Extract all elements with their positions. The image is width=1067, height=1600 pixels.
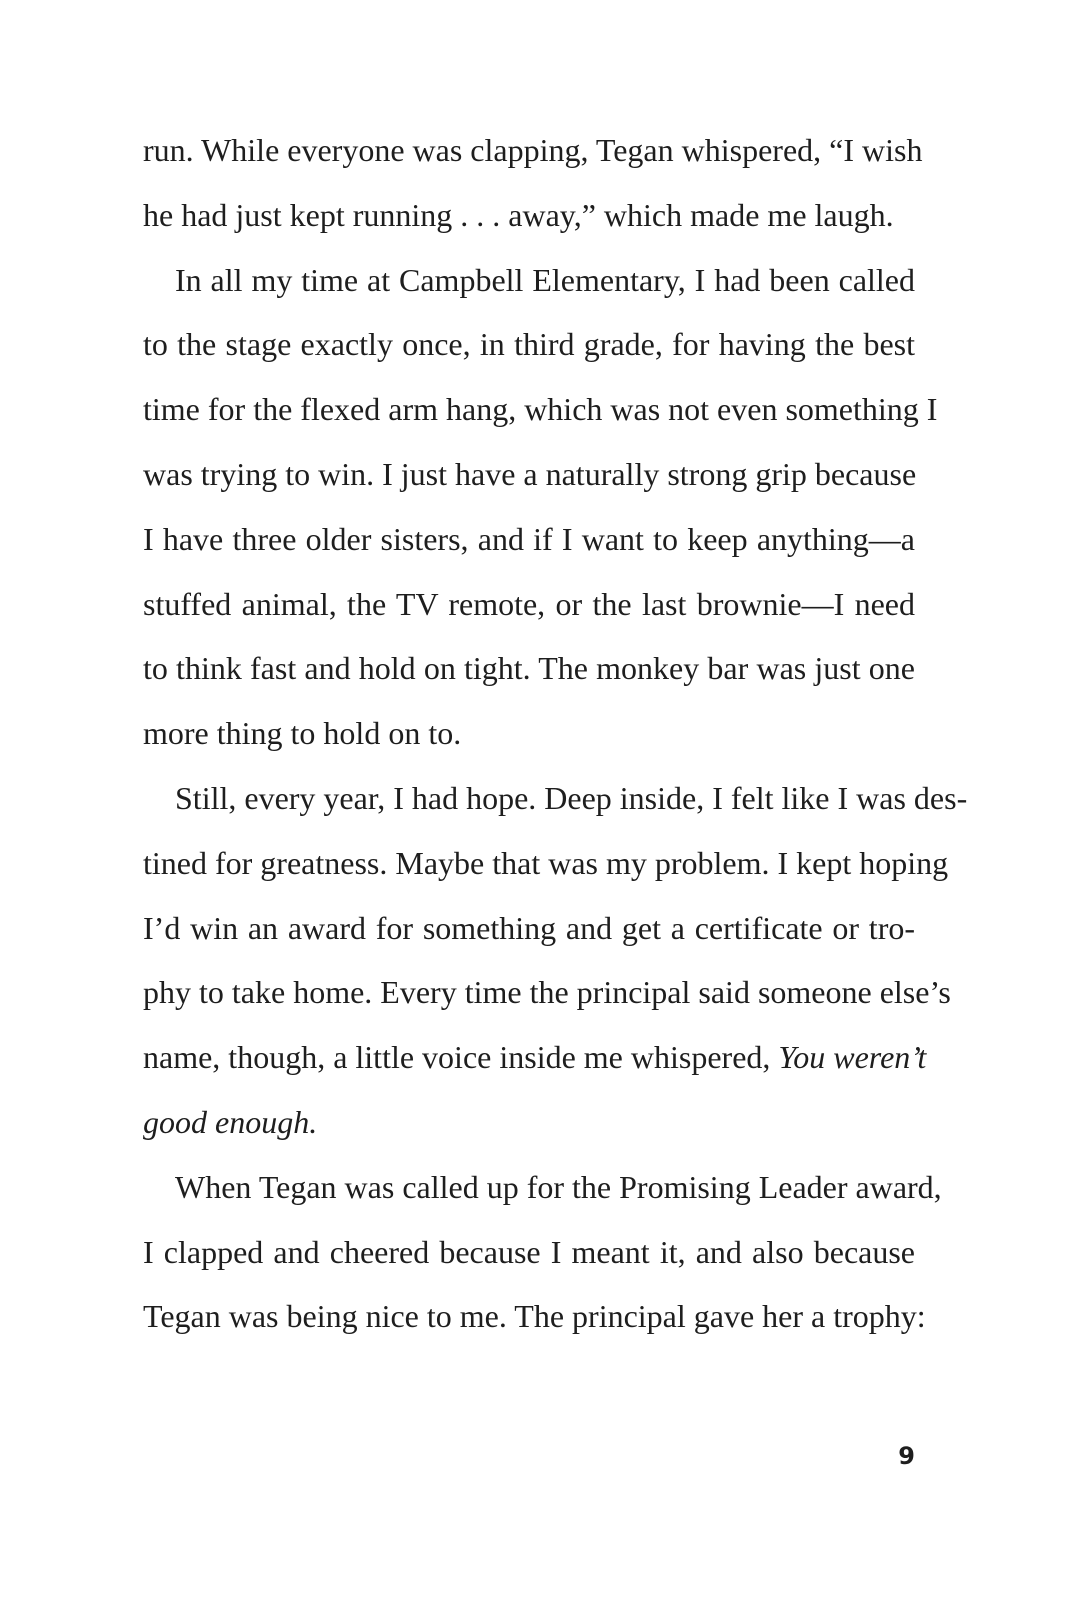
text-italic: good enough (143, 1103, 310, 1140)
body-text (143, 118, 968, 1349)
text-line: run. While everyone was clapping, Tegan whispered, “I wish (143, 132, 923, 168)
text-period: . (309, 1103, 318, 1140)
text-line: to the stage exactly once, in third grade, for having the best (143, 326, 915, 363)
text-line: he had just kept running . . . away,” which made me laugh. (143, 196, 894, 233)
text-line (143, 1090, 915, 1155)
text-line: I clapped and cheered because I meant it, and also because (143, 1233, 915, 1270)
text-line: stuffed animal, the TV remote, or the last brownie—I need (143, 585, 915, 622)
text-italic: You weren’t (778, 1039, 927, 1076)
text-line: time for the flexed arm hang, which was not even something I (143, 391, 938, 428)
text-line: In all my time at Campbell Elementary, I had been called (175, 261, 915, 298)
text-line: I’d win an award for something and get a certificate or tro- (143, 909, 915, 946)
text-line: more thing to hold on to. (143, 715, 462, 752)
text-line: was trying to win. I just have a naturally strong grip because (143, 455, 917, 492)
text-line: Tegan was being nice to me. The principal gave her a trophy: (143, 1298, 926, 1335)
text-line: I have three older sisters, and if I want to keep anything—a (143, 520, 915, 557)
text-line: tined for greatness. Maybe that was my problem. I kept hoping (143, 844, 949, 881)
text-line: to think fast and hold on tight. The monkey bar was just one (143, 650, 915, 687)
text-line (143, 1025, 927, 1090)
text-line: Still, every year, I had hope. Deep inside, I felt like I was des- (175, 779, 968, 816)
text-roman: name, though, a little voice inside me whispered, (143, 1039, 779, 1076)
text-line: When Tegan was called up for the Promising Leader award, (175, 1168, 942, 1205)
text-line: phy to take home. Every time the principal said someone else’s (143, 974, 951, 1011)
page-number: 9 (898, 1442, 915, 1470)
